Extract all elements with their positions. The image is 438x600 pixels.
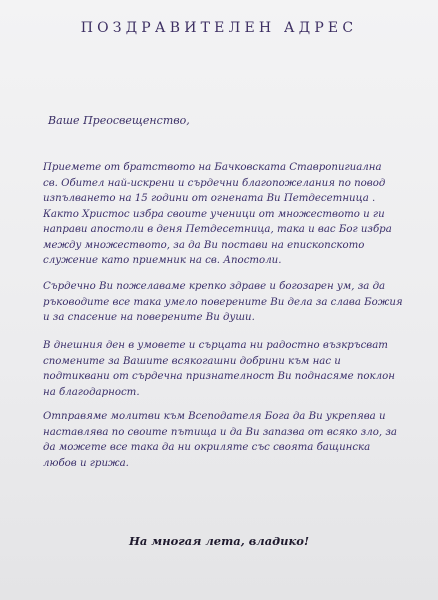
paragraph-line: на благодарност.: [43, 386, 140, 398]
closing-line: На многая лета, владико!: [128, 534, 310, 548]
paragraph-line: любов и грижа.: [43, 457, 129, 469]
greeting: Ваше Преосвещенство,: [48, 114, 190, 127]
paragraph-line: наставлява по своите пътища и да Ви запазва от всяко зло, за: [43, 426, 397, 438]
paragraph-line: св. Обител най-искрени и сърдечни благопожелания по повод: [43, 177, 386, 189]
paragraph-line: Отправяме молитви към Всеподателя Бога да Ви укрепява и: [43, 411, 386, 422]
paragraph-line: Сърдечно Ви пожелаваме крепко здраве и богозарен ум, за да: [43, 281, 386, 292]
paragraph-2: [43, 279, 415, 326]
paragraph-line: направи апостоли в деня Петдесетница, така и вас Бог избра: [43, 224, 392, 235]
paragraph-line: Приемете от братството на Бачковската Ставропигиална: [43, 162, 382, 173]
paragraph-line: спомените за Вашите всякогашни добрини към нас и: [43, 355, 341, 367]
paragraph-line: между множеството, за да Ви постави на епископското: [43, 239, 365, 251]
paragraph-line: изпълването на 15 години от огнената Ви Петдесетница .: [43, 193, 376, 204]
paragraph-line: Както Христос избра своите ученици от множеството и ги: [43, 208, 385, 220]
paragraph-line: да можете все така да ни окриляте със своята бащинска: [43, 442, 371, 453]
paragraph-3: [43, 338, 415, 400]
paragraph-line: и за спасение на поверените Ви души.: [43, 312, 255, 323]
paragraph-line: служение като приемник на св. Апостоли.: [43, 255, 282, 266]
paragraph-line: подтиквани от сърдечна признателност Ви поднасяме поклон: [43, 371, 395, 382]
paragraph-line: В днешния ден в умовете и сърцата ни радостно възкръсват: [43, 340, 388, 351]
document-title: ПОЗДРАВИТЕЛЕН АДРЕС: [80, 20, 358, 36]
paragraph-line: ръководите все така умело поверените Ви дела за слава Божия: [43, 296, 403, 308]
paragraph-4: [43, 409, 415, 471]
paragraph-1: [43, 160, 415, 269]
